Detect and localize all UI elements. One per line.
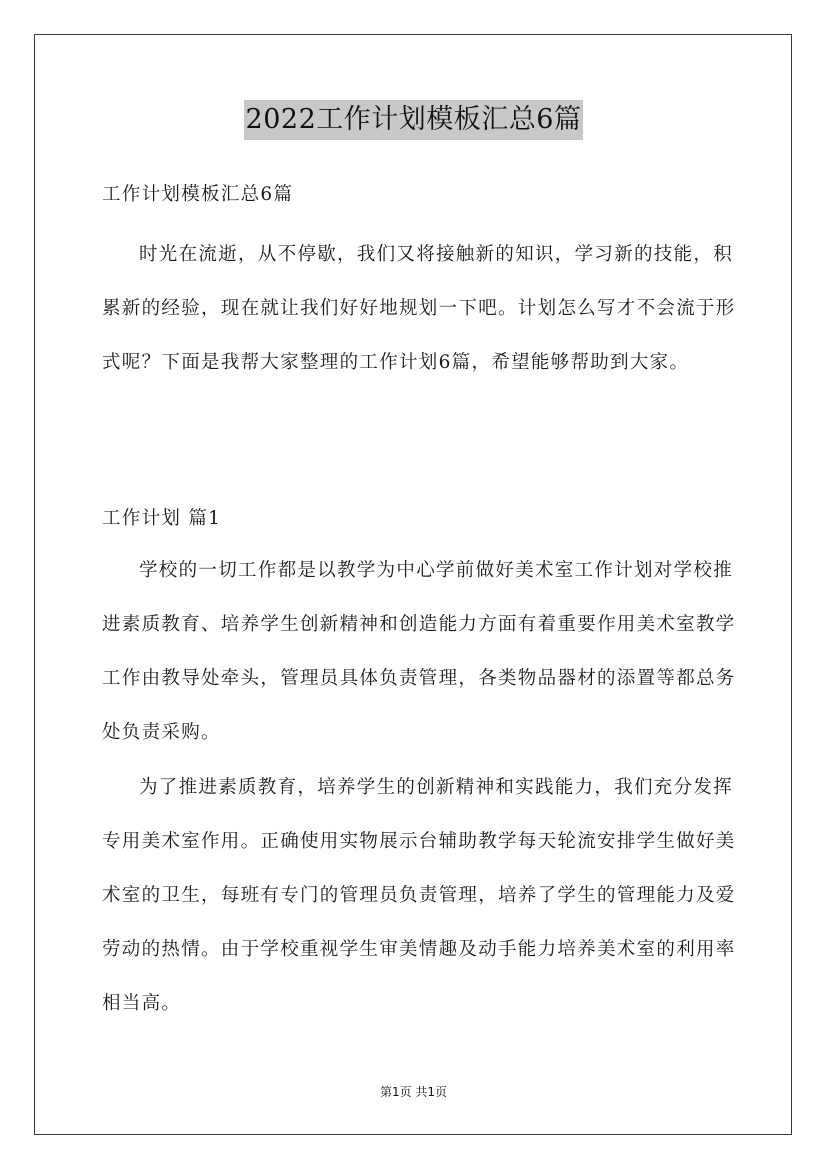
document-title: 2022工作计划模板汇总6篇 — [244, 100, 584, 140]
page-number-footer: 第1页 共1页 — [379, 1085, 448, 1099]
title-container — [0, 100, 827, 140]
body-paragraph-2: 为了推进素质教育，培养学生的创新精神和实践能力，我们充分发挥专用美术室作用。正确使用实物展示台辅助教学每天轮流安排学生做好美术室的卫生，每班有专门的管理员负责管理，培养了学生的管理能力及爱劳动的热情。由于学校重视学生审美情趣及动手能力培养美术室的利用率相当高。 — [102, 777, 736, 1014]
document-subtitle: 工作计划模板汇总6篇 — [102, 184, 294, 205]
section-heading: 工作计划 篇1 — [102, 508, 222, 529]
body-paragraph-1: 学校的一切工作都是以教学为中心学前做好美术室工作计划对学校推进素质教育、培养学生创新精神和创造能力方面有着重要作用美术室教学工作由教导处牵头，管理员具体负责管理，各类物品器材的添置等都总务处负责采购。 — [102, 560, 736, 743]
intro-paragraph: 时光在流逝，从不停歇，我们又将接触新的知识，学习新的技能，积累新的经验，现在就让我们好好地规划一下吧。计划怎么写才不会流于形式呢？下面是我帮大家整理的工作计划6篇，希望能够帮助到大家。 — [102, 244, 736, 373]
